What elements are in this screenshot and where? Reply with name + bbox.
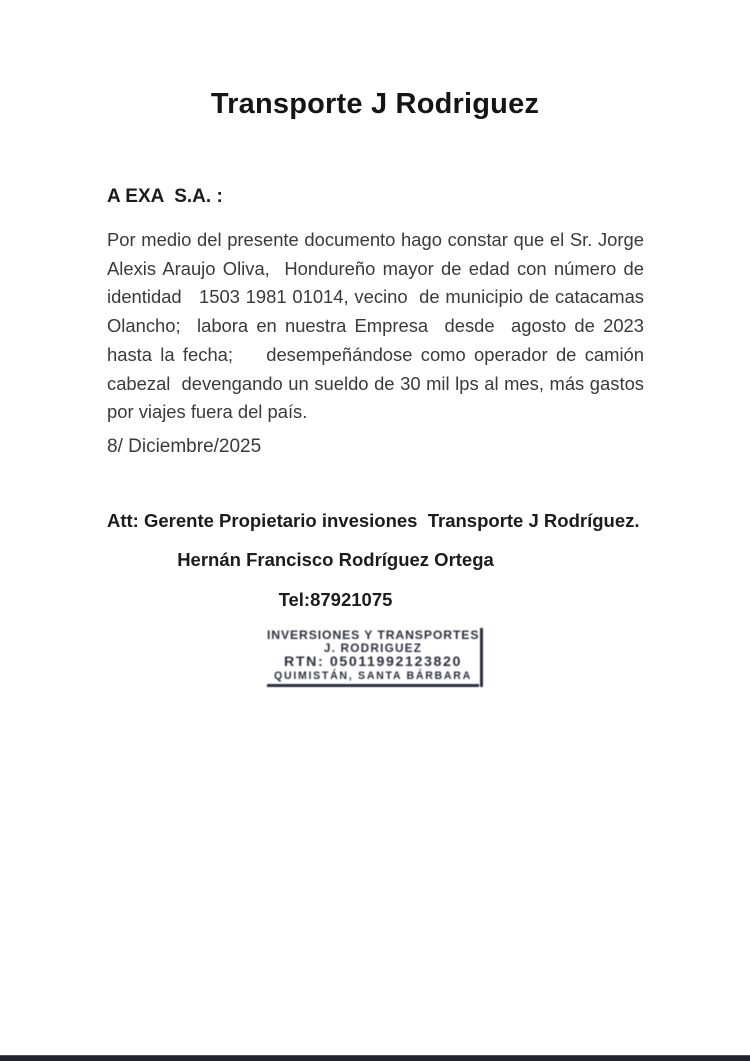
stamp-right-border	[480, 628, 484, 687]
signatory-name: Hernán Francisco Rodríguez Ortega	[177, 549, 494, 570]
stamp-location-line: QUIMISTÁN, SANTA BÁRBARA	[274, 670, 472, 682]
page-title: Transporte J Rodriguez	[210, 88, 540, 120]
stamp-rtn-line: RTN: 05011992123820	[284, 654, 462, 670]
stamp-company-line: INVERSIONES Y TRANSPORTES	[267, 628, 480, 642]
phone-line: Tel:87921075	[278, 589, 393, 610]
body-line: Por medio del presente documento hago constar que el Sr. Jorge	[107, 229, 644, 250]
company-stamp	[267, 629, 479, 687]
scan-edge-bar	[0, 1055, 750, 1061]
body-line: Alexis Araujo Oliva, Hondureño mayor de edad con número de	[107, 257, 644, 279]
date-line: 8/ Diciembre/2025	[107, 436, 262, 457]
attention-line: Att: Gerente Propietario invesiones Transporte J Rodríguez.	[107, 510, 640, 531]
body-line: identidad 1503 1981 01014, vecino de municipio de catacamas	[107, 286, 644, 308]
body-line: cabezal devengando un sueldo de 30 mil lps al mes, más gastos	[107, 372, 644, 394]
stamp-owner-line: J. RODRIGUEZ	[323, 641, 423, 655]
body-line: hasta la fecha; desempeñándose como operador de camión	[107, 343, 644, 365]
body-line: Olancho; labora en nuestra Empresa desde agosto de 2023	[107, 315, 644, 337]
body-paragraph	[107, 226, 644, 427]
salutation-line: A EXA S.A. :	[107, 186, 223, 207]
body-line: por viajes fuera del país.	[107, 401, 308, 423]
